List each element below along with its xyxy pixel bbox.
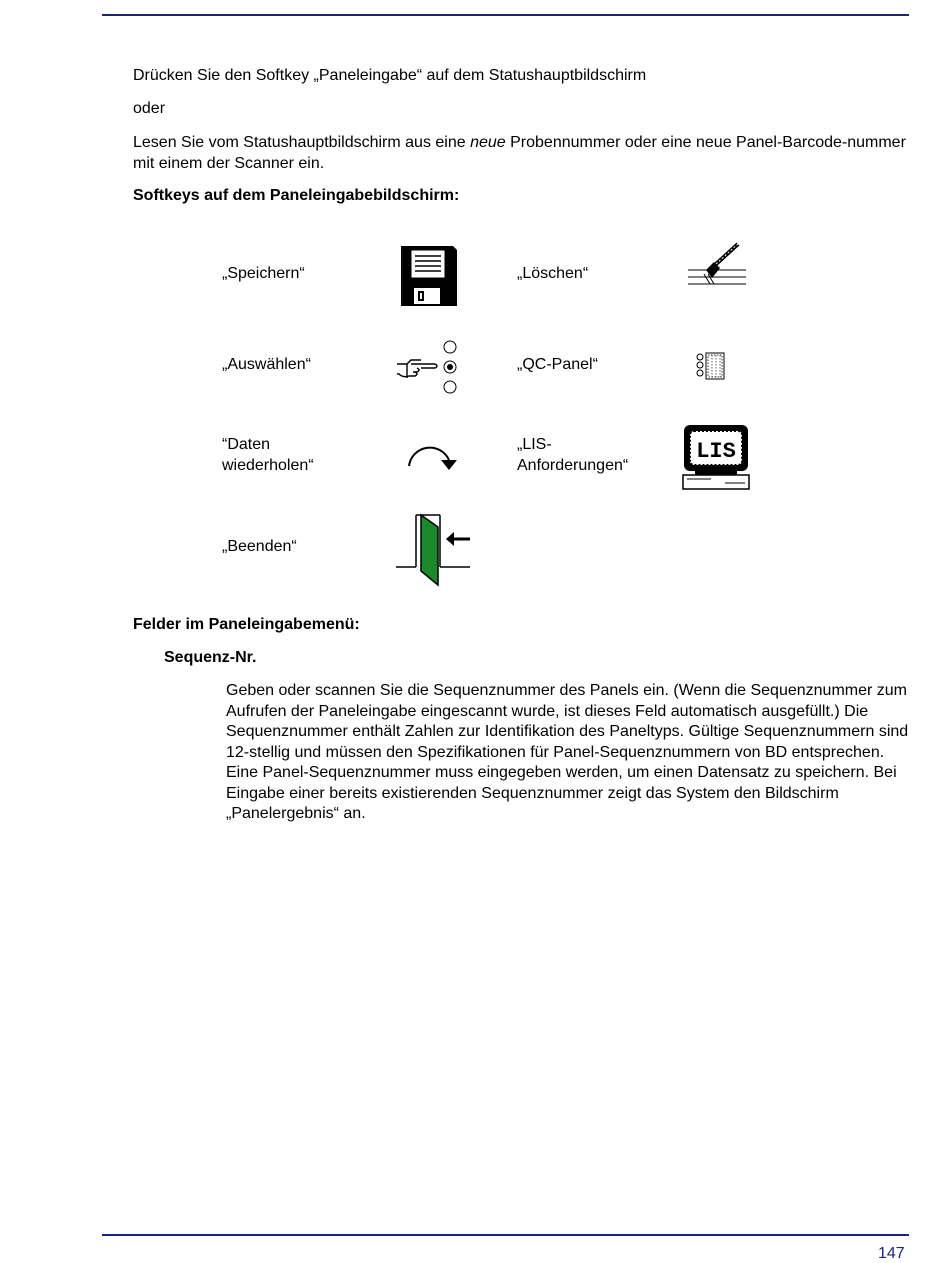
intro-line-3: Lesen Sie vom Statushauptbildschirm aus eine neue Probennummer oder eine neue Panel-Barcode-nummer mit einem der Scanner ein. [133,134,906,172]
footer-rule [102,1234,909,1236]
fields-heading: Felder im Paneleingabemenü: [133,616,360,633]
lis-computer-icon [681,423,751,496]
select-label: „Auswählen“ [222,356,311,373]
qc-panel-label: „QC-Panel“ [517,356,598,373]
pointing-hand-radio-icon [395,338,463,401]
exit-door-icon [394,511,474,594]
qc-panel-icon [695,351,727,386]
eraser-brush-icon [686,240,748,297]
page-number: 147 [878,1245,905,1262]
intro-line-1: Drücken Sie den Softkey „Paneleingabe“ auf dem Statushauptbildschirm [133,67,647,84]
repeat-arrow-icon [405,440,461,479]
repeat-data-label: “Daten wiederholen“ [222,436,314,474]
exit-label: „Beenden“ [222,538,297,555]
intro-or: oder [133,100,166,117]
softkeys-heading: Softkeys auf dem Paneleingabebildschirm: [133,187,460,204]
svg-text:LIS: LIS [696,439,736,464]
floppy-disk-icon [399,244,459,313]
delete-label: „Löschen“ [517,265,589,282]
sequence-title: Sequenz-Nr. [164,649,257,666]
save-label: „Speichern“ [222,265,305,282]
header-rule [102,14,909,16]
lis-requests-label: „LIS- Anforderungen“ [517,436,629,474]
sequence-description: Geben oder scannen Sie die Sequenznummer des Panels ein. (Wenn die Sequenznummer zum Aufrufen der Paneleingabe eingescannt wurde, ist dieses Feld automatisch ausgefüllt.) Die Sequenznummer enthält Zahlen zur Identifikation des Paneltyps. Gültige Sequenznummern sind 12-stellig und müssen den Spezifikationen für Panel-Sequenznummern von BD entsprechen. Eine Panel-Sequenznummer muss eingegeben werden, um einen Datensatz zu speichern. Bei Eingabe einer bereits existierenden Sequenznummer zeigt das System den Bildschirm „Panelergebnis“ an. [226,682,909,822]
